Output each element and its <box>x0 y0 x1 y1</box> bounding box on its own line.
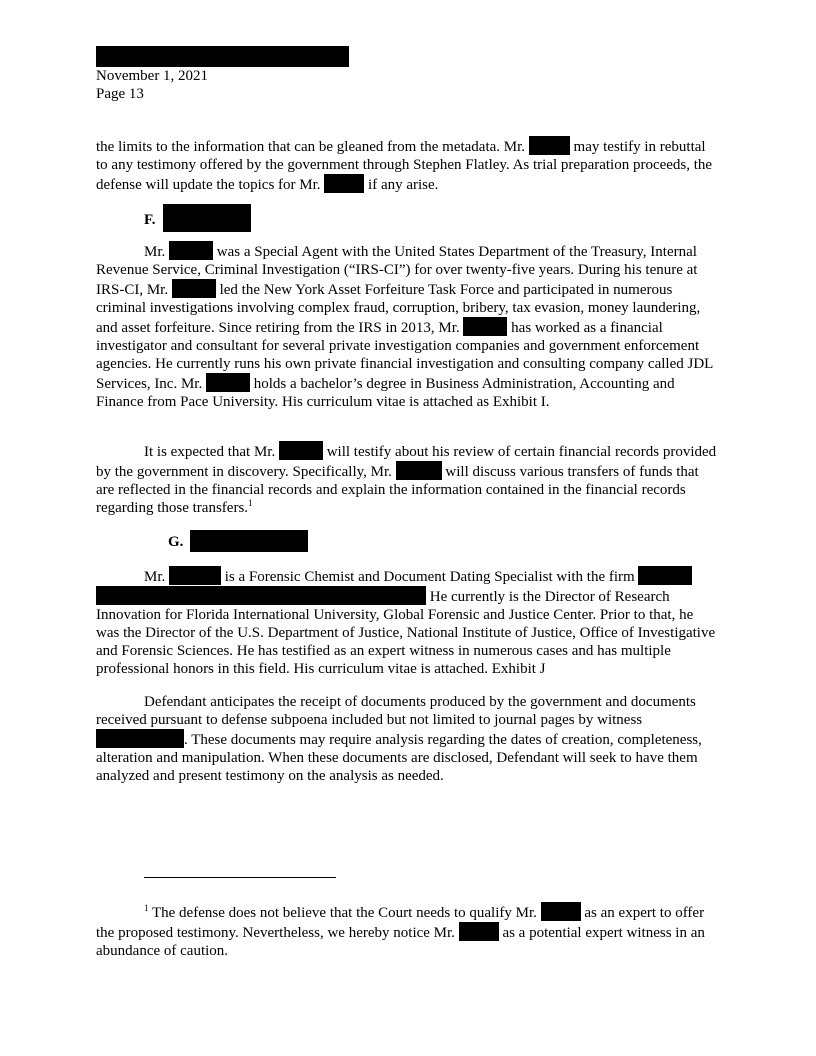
redaction <box>638 566 692 585</box>
paragraph-testimony-f: It is expected that Mr. will testify about his review of certain financial records provided by the government in discovery. Specifically, Mr. will discuss various transfers of funds that are reflected in the financial records and explain the information contained in the financial records regarding those transfers.$^1$ <box>96 441 720 517</box>
header-page-number: Page 13 <box>96 86 144 102</box>
redaction <box>529 136 570 155</box>
redaction <box>279 441 323 460</box>
redaction <box>459 922 499 941</box>
paragraph-expert-g: Mr. is a Forensic Chemist and Document Dating Specialist with the firm He currently is the Director of Research Innovation for Florida International University, Global Forensic and Justice Center. Prior to that, he was the Director of the U.S. Department of Justice, National Institute of Justice, Office of Investigative and Forensic Sciences. He has testified as an expert witness in numerous cases and has multiple professional honors in this field. His curriculum vitae is attached. Exhibit J <box>96 566 720 678</box>
redaction <box>169 241 213 260</box>
footnote-separator <box>144 877 336 878</box>
page-header <box>96 67 208 103</box>
redaction <box>163 204 251 232</box>
redaction <box>541 902 581 921</box>
footnote: $^1$ The defense does not believe that the Court needs to qualify Mr. as an expert to offer the proposed testimony. Nevertheless, we hereby notice Mr. as a potential expert witness in an abundance of caution. <box>96 903 705 959</box>
paragraph-expert-f: Mr. was a Special Agent with the United States Department of the Treasury, Internal Revenue Service, Criminal Investigation (“IRS-CI”) for over twenty-five years. During his tenure at IRS-CI, Mr. led the New York Asset Forfeiture Task Force and participated in numerous criminal investigations involving complex fraud, corruption, bribery, tax evasion, money laundering, and asset forfeiture. Since retiring from the IRS in 2013, Mr. has worked as a financial investigator and consultant for several private investigation companies and government enforcement agencies. He currently runs his own private financial investigation and consulting company called JDL Services, Inc. Mr. holds a bachelor’s degree in Business Administration, Accounting and Finance from Pace University. His curriculum vitae is attached as Exhibit I. <box>96 241 720 411</box>
redaction <box>96 729 184 748</box>
redaction <box>206 373 250 392</box>
paragraph-metadata: the limits to the information that can be gleaned from the metadata. Mr. may testify in rebuttal to any testimony offered by the government through Stephen Flatley. As trial preparation proceeds, the defense will update the topics for Mr. if any arise. <box>96 136 720 194</box>
redaction <box>190 530 308 552</box>
section-heading-f: F. <box>144 204 251 232</box>
redacted-letterhead <box>96 46 349 67</box>
footnote-reference: 1 <box>248 498 253 508</box>
section-heading-g: G. <box>168 530 308 552</box>
header-date: November 1, 2021 <box>96 68 209 84</box>
redaction <box>169 566 221 585</box>
redaction <box>172 279 216 298</box>
redaction <box>396 461 442 480</box>
redaction <box>96 586 426 605</box>
paragraph-documents: Defendant anticipates the receipt of documents produced by the government and documents received pursuant to defense subpoena included but not limited to journal pages by witness . These documents may require analysis regarding the dates of creation, completeness, alteration and manipulation. When these documents are disclosed, Defendant will seek to have them analyzed and present testimony on the analysis as needed. <box>96 694 702 784</box>
redaction <box>324 174 364 193</box>
redaction <box>463 317 507 336</box>
footnote-number: 1 <box>144 903 149 913</box>
